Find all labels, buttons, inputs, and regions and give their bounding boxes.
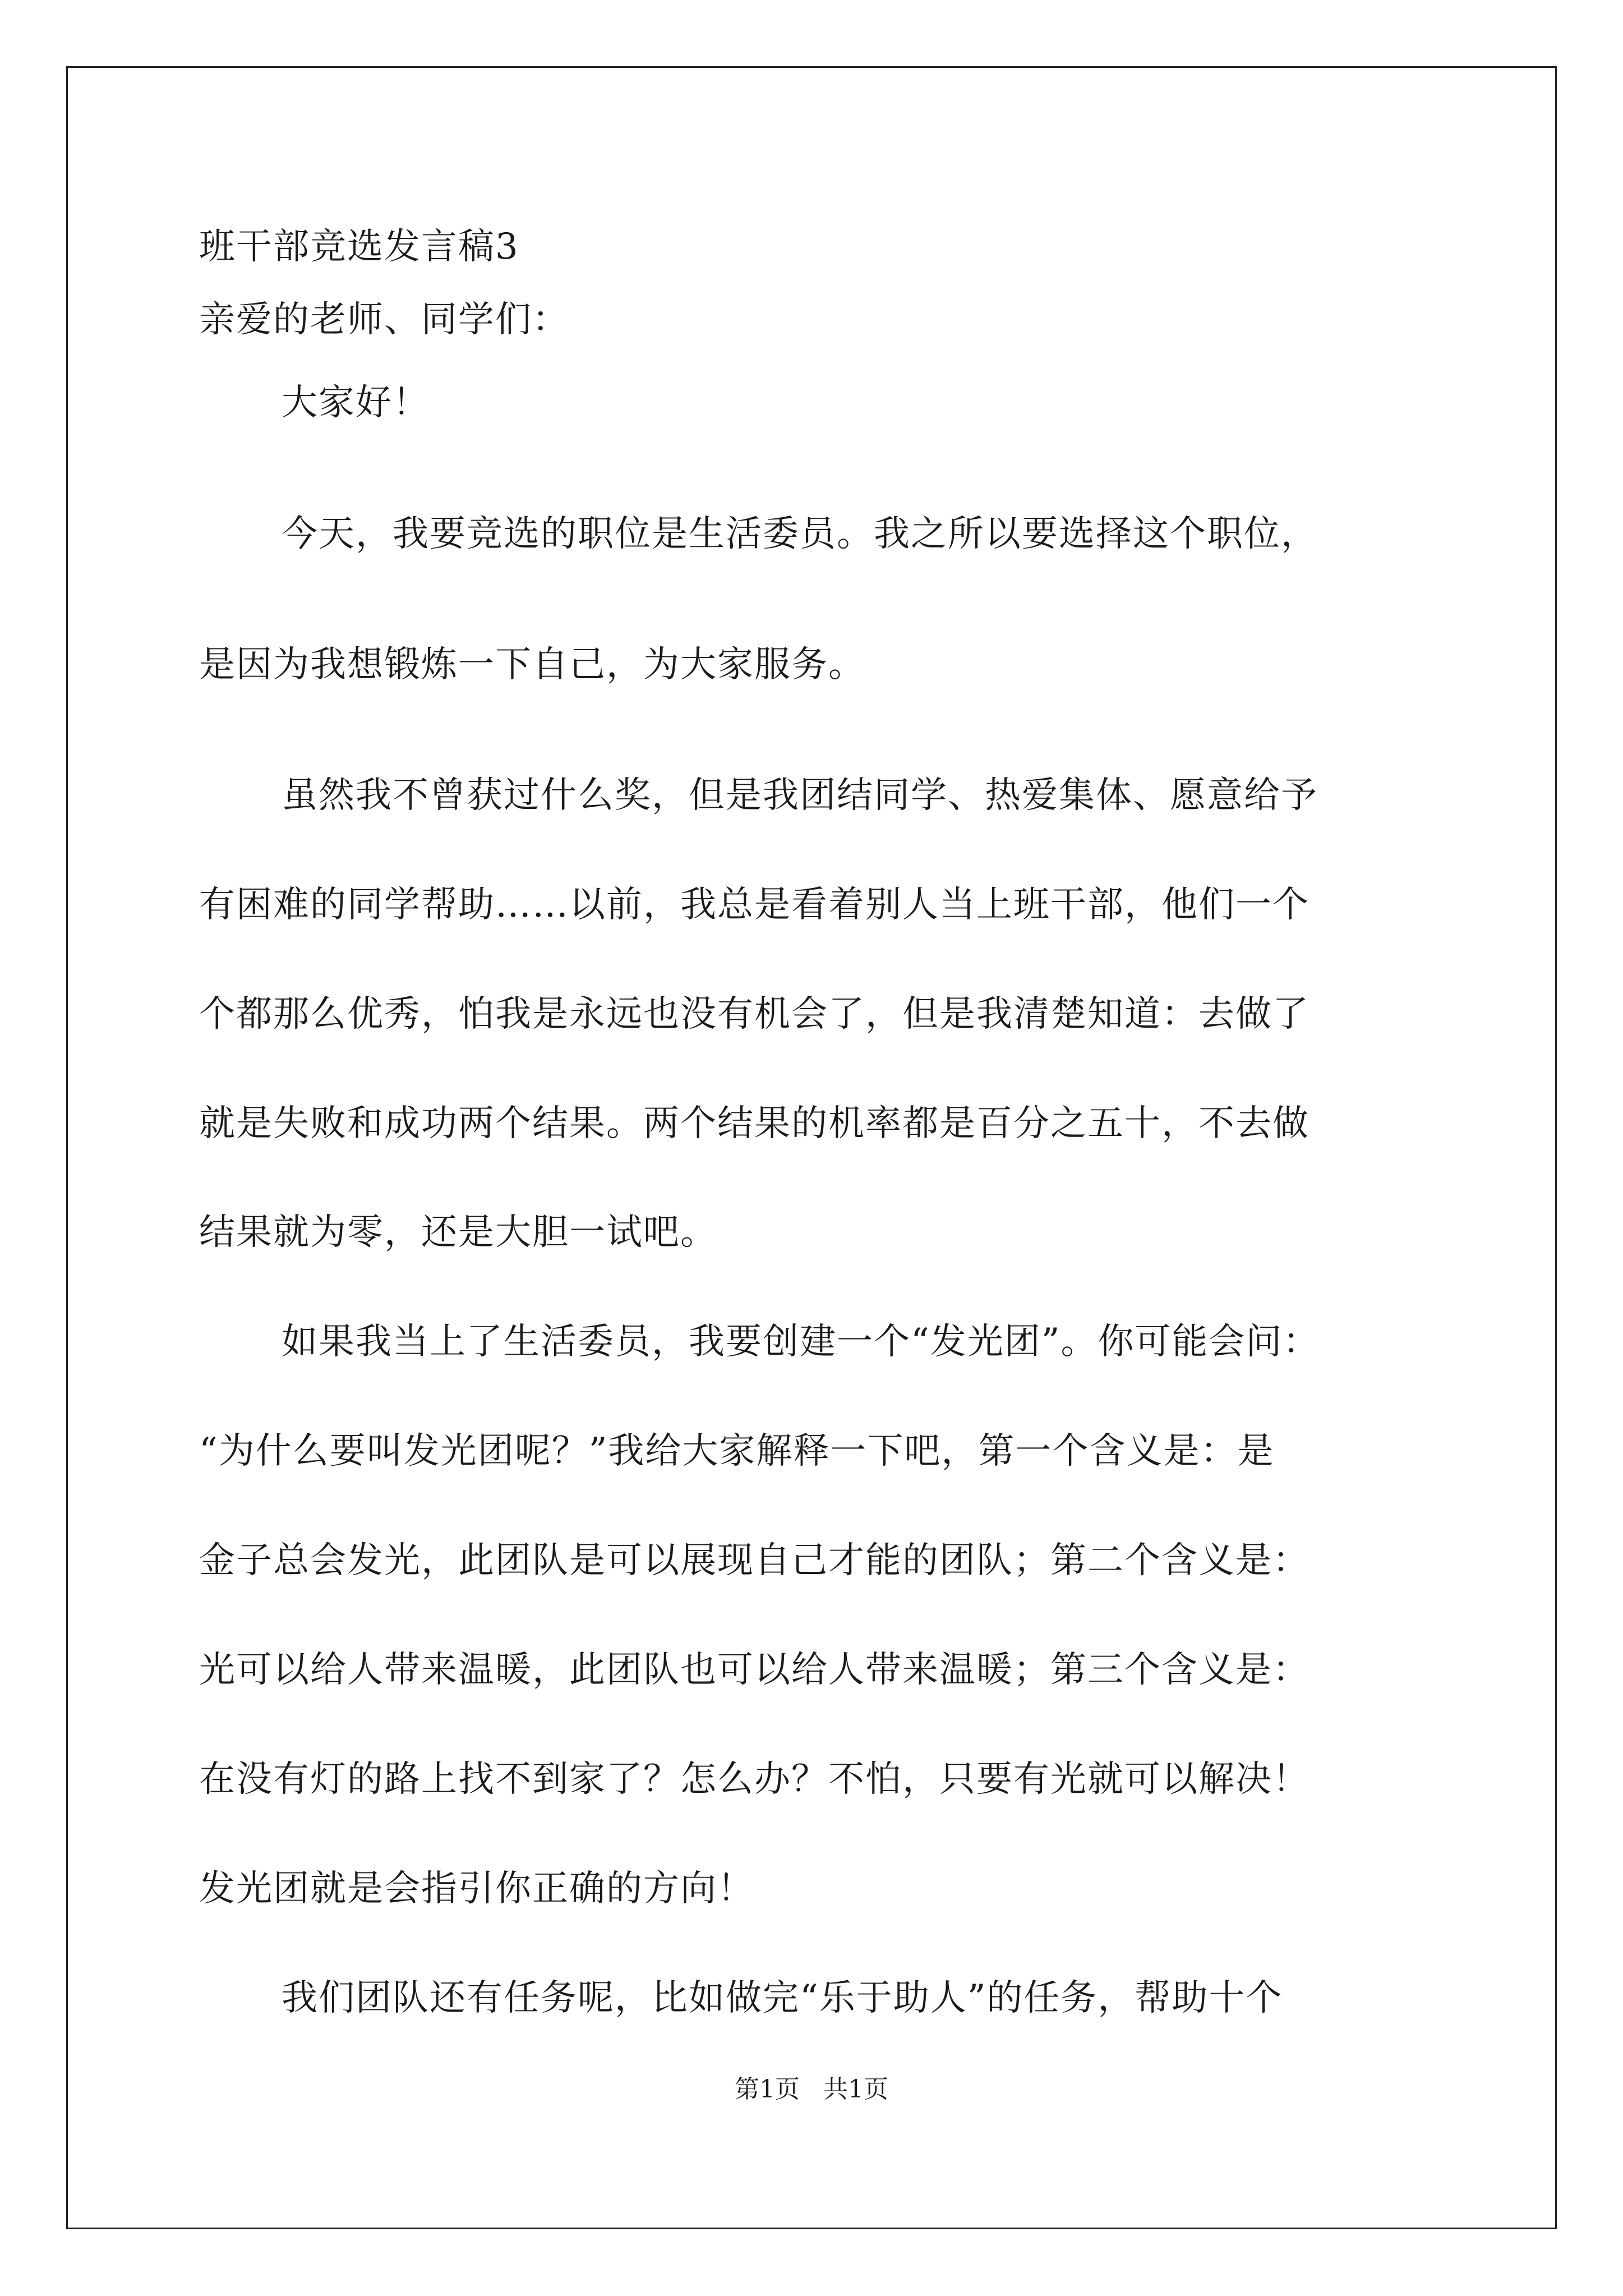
document-title: 班干部竞选发言稿3	[199, 226, 519, 268]
body-line: 我们团队还有任务呢，比如做完“乐于助人”的任务，帮助十个	[282, 1977, 1283, 2019]
page-footer: 第1页 共1页	[735, 2075, 888, 2104]
greeting: 大家好！	[282, 382, 430, 424]
body-line: 虽然我不曾获过什么奖，但是我团结同学、热爱集体、愿意给予	[282, 775, 1318, 816]
body-line: “为什么要叫发光团呢？”我给大家解释一下吧，第一个含义是：是	[199, 1430, 1275, 1472]
salutation: 亲爱的老师、同学们：	[199, 299, 569, 341]
body-line: 在没有灯的路上找不到家了？怎么办？不怕，只要有光就可以解决！	[199, 1759, 1310, 1800]
body-line: 个都那么优秀，怕我是永远也没有机会了，但是我清楚知道：去做了	[199, 993, 1310, 1035]
body-line: 是因为我想锻炼一下自己，为大家服务。	[199, 644, 865, 685]
body-line: 结果就为零，还是大胆一试吧。	[199, 1212, 717, 1253]
body-line: 今天，我要竞选的职位是生活委员。我之所以要选择这个职位，	[282, 513, 1318, 555]
body-line: 有困难的同学帮助……以前，我总是看着别人当上班干部，他们一个	[199, 884, 1310, 926]
body-line: 就是失败和成功两个结果。两个结果的机率都是百分之五十，不去做	[199, 1103, 1310, 1144]
body-line: 光可以给人带来温暖，此团队也可以给人带来温暖；第三个含义是：	[199, 1649, 1310, 1691]
body-line: 如果我当上了生活委员，我要创建一个“发光团”。你可能会问：	[282, 1321, 1320, 1363]
body-line: 金子总会发光，此团队是可以展现自己才能的团队；第二个含义是：	[199, 1540, 1310, 1581]
body-line: 发光团就是会指引你正确的方向！	[199, 1868, 754, 1910]
